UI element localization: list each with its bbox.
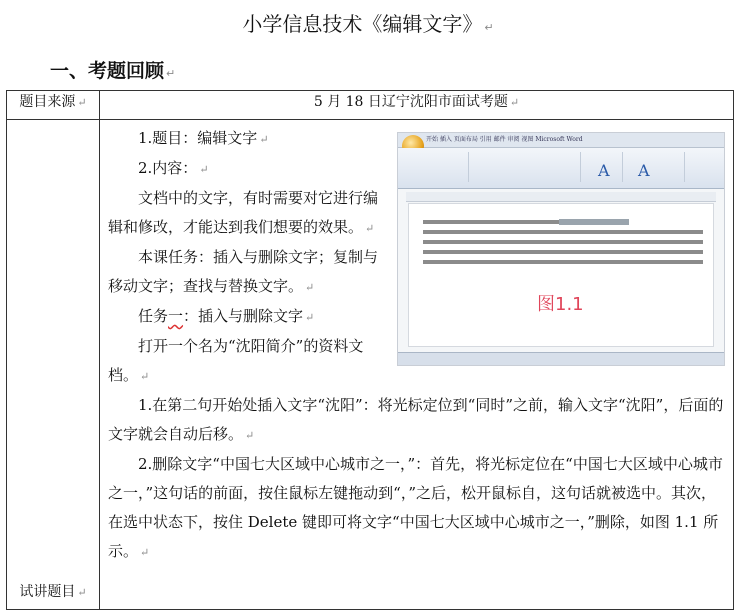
ruler (406, 192, 716, 202)
question-table (6, 90, 734, 610)
content-body (100, 120, 733, 567)
content-cell (100, 120, 734, 610)
paragraph: 本课任务：插入与删除文字；复制与移动文字；查找与替换文字。 ↵ (108, 248, 379, 295)
document-title: 小学信息技术《编辑文字》 ↵ (242, 12, 494, 36)
word-screenshot-figure (397, 132, 725, 366)
paragraph: 任务一：插入与删除文字 ↵ (138, 307, 315, 325)
topic-label-cell: 试讲题目 ↵ (7, 120, 100, 610)
document-page-preview (408, 203, 714, 347)
paragraph-mark: ↵ (166, 67, 176, 80)
style-a-icon: A (638, 161, 650, 180)
ribbon-tabs: 开始 插入 页面布局 引用 邮件 审阅 视图 Microsoft Word (398, 133, 724, 148)
section-heading: 一、考题回顾 ↵ (50, 60, 176, 82)
paragraph: 2.删除文字“中国七大区域中心城市之一，”：首先，将光标定位在“中国七大区域中心城市之一，”这句话的前面，按住鼠标左键拖动到“，”之后，松开鼠标自，这句话就被选中。其次，在选中状态下，按住 Delete 键即可将文字“中国七大区域中心城市之一，”删除，如图 1.1 所示。 ↵ (108, 455, 723, 560)
source-value-cell: 5 月 18 日辽宁沈阳市面试考题 ↵ (100, 91, 734, 120)
paragraph: 文档中的文字，有时需要对它进行编辑和修改，才能达到我们想要的效果。 ↵ (108, 189, 379, 236)
paragraph: 1.在第二句开始处插入文字“沈阳”：将光标定位到“同时”之前，输入文字“沈阳”，后面的文字就会自动后移。 ↵ (108, 396, 724, 443)
status-bar (398, 352, 724, 365)
figure-caption: 图1.1 (537, 294, 584, 315)
style-a-icon: A (598, 161, 610, 180)
paragraph: 2.内容： ↵ (138, 159, 209, 177)
source-label-cell: 题目来源 ↵ (7, 91, 100, 120)
paragraph: 打开一个名为“沈阳简介”的资料文档。 ↵ (108, 337, 364, 384)
table-row (7, 91, 734, 120)
table-row (7, 120, 734, 610)
ribbon-toolbar (398, 148, 724, 189)
paragraph-mark: ↵ (484, 21, 494, 34)
paragraph: 1.题目：编辑文字 ↵ (138, 129, 269, 147)
